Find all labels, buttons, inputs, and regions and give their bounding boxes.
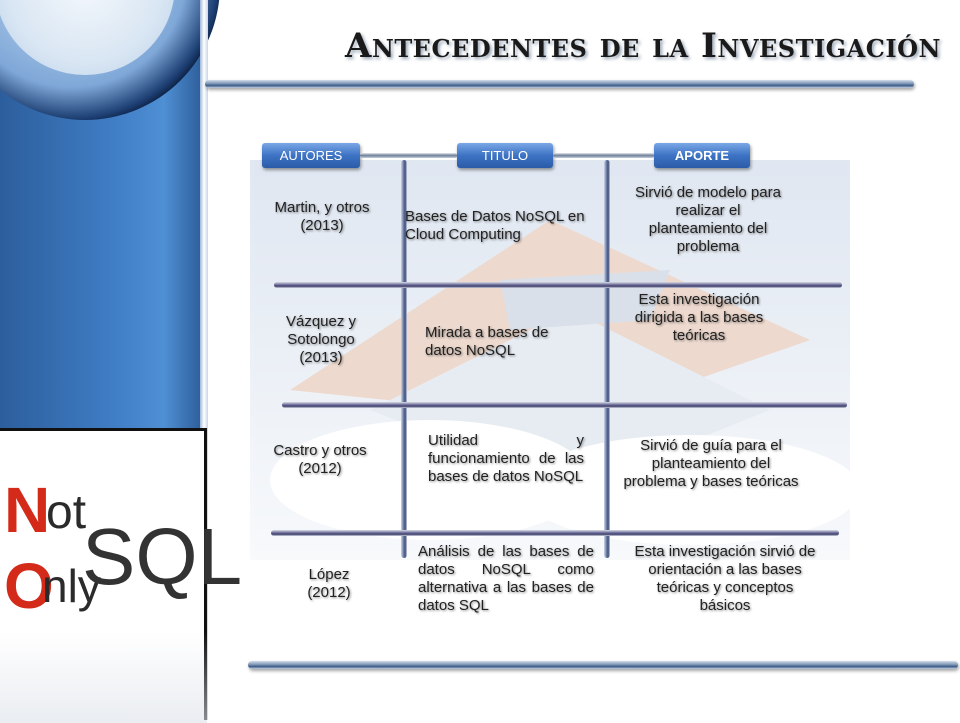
header-autores: AUTORES: [262, 143, 360, 168]
title-underline-bar: [205, 80, 914, 88]
logo-reflection: [0, 631, 207, 723]
header-aporte: APORTE: [654, 143, 750, 168]
cell-aporte-3: Sirvió de guía para el planteamiento del problema y bases teóricas: [623, 437, 799, 490]
cell-titulo-1: Bases de Datos NoSQL en Cloud Computing: [405, 208, 585, 243]
cell-aporte-4: Esta investigación sirvió de orientación a las bases teóricas y conceptos básicos: [634, 543, 816, 614]
cell-autores-3: Castro y otros (2012): [273, 442, 367, 477]
cell-titulo-4: Análisis de las bases de datos NoSQL como alternativa a las bases de datos SQL: [418, 543, 594, 614]
logo-letter-n: N: [4, 474, 51, 546]
footer-bar: [248, 661, 958, 669]
logo-text-sql: SQL: [82, 512, 243, 601]
nosql-logo: [0, 428, 243, 720]
cell-autores-4: López (2012): [307, 566, 351, 601]
logo-text-nly: nly: [42, 560, 101, 612]
row-divider: [274, 282, 842, 288]
cell-aporte-2: Esta investigación dirigida a las bases teóricas: [634, 291, 764, 344]
row-divider: [282, 402, 847, 408]
slide-title: Antecedentes de la Investigación: [345, 26, 941, 66]
cell-autores-1: Martin, y otros (2013): [274, 199, 370, 234]
row-divider: [271, 530, 839, 536]
cell-titulo-3: Utilidad y funcionamiento de las bases de datos NoSQL: [428, 432, 584, 485]
cell-aporte-1: Sirvió de modelo para realizar el planteamiento del problema: [635, 184, 781, 255]
cell-autores-2: Vázquez y Sotolongo (2013): [285, 313, 357, 366]
cell-titulo-2: Mirada a bases de datos NoSQL: [425, 324, 549, 359]
logo-text-ot: ot: [46, 486, 87, 539]
header-connector: [360, 153, 457, 158]
logo-letter-o: O: [4, 550, 54, 622]
header-connector: [553, 153, 654, 158]
header-titulo: TITULO: [457, 143, 553, 168]
